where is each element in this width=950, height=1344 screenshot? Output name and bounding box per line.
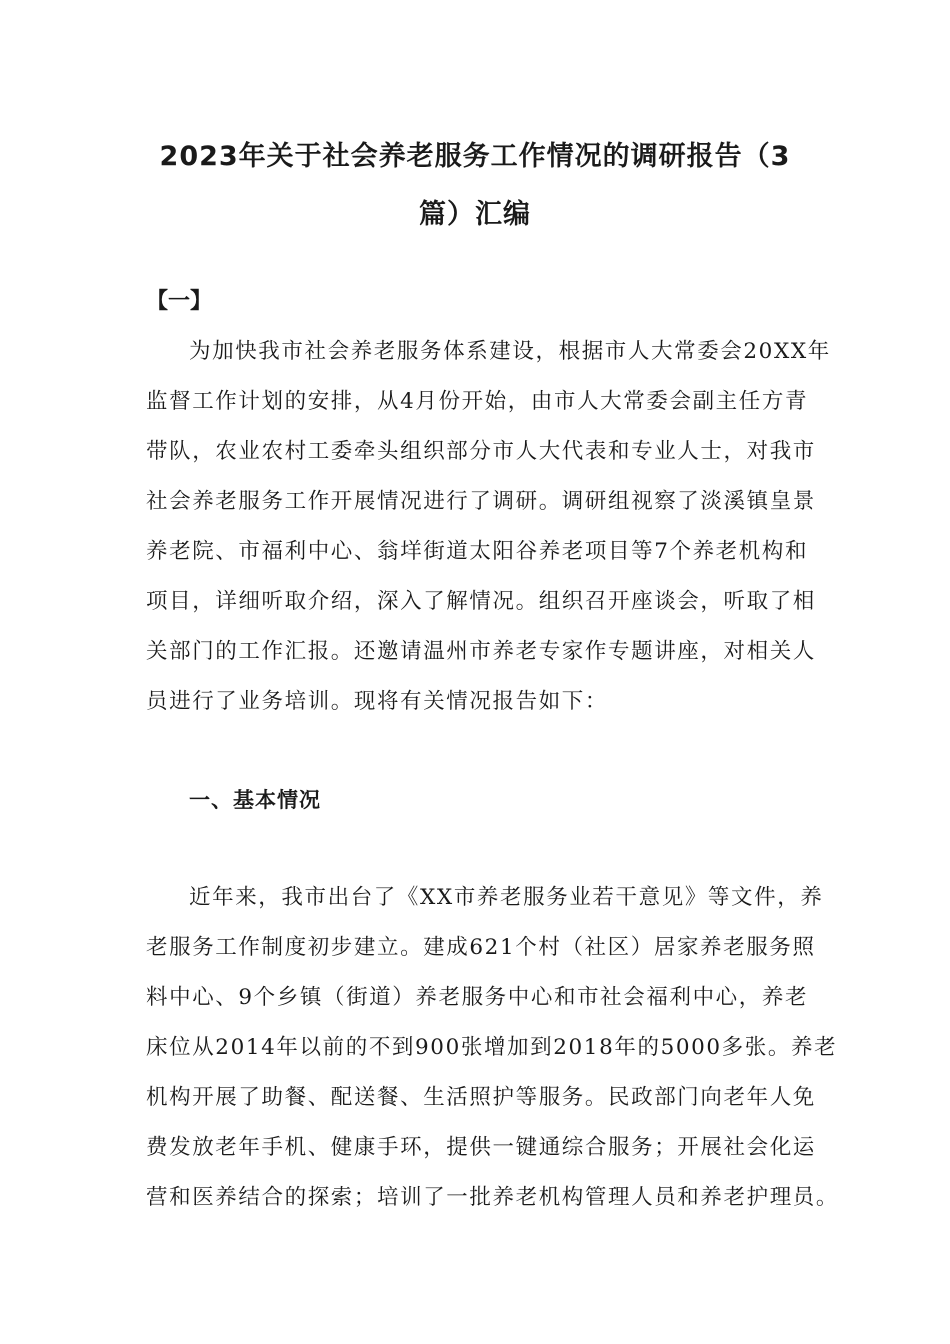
paragraph-line: 料中心、9个乡镇（街道）养老服务中心和市社会福利中心，养老 [146,985,809,1010]
paragraph-line: 项目，详细听取介绍，深入了解情况。组织召开座谈会，听取了相 [146,589,816,614]
paragraph-line: 老服务工作制度初步建立。建成621个村（社区）居家养老服务照 [146,935,816,960]
paragraph-line: 为加快我市社会养老服务体系建设，根据市人大常委会20XX年 [189,339,831,364]
title-line: 2023年关于社会养老服务工作情况的调研报告（3 [159,141,791,172]
paragraph-line: 带队，农业农村工委牵头组织部分市人大代表和专业人士，对我市 [146,439,816,464]
paragraph-line: 养老院、市福利中心、翁垟街道太阳谷养老项目等7个养老机构和 [146,539,809,564]
title-line: 篇）汇编 [419,199,531,230]
section-mark: 【一】 [146,289,213,314]
paragraph-line: 床位从2014年以前的不到900张增加到2018年的5000多张。养老 [146,1035,838,1060]
paragraph-line: 机构开展了助餐、配送餐、生活照护等服务。民政部门向老年人免 [146,1085,816,1110]
paragraph-line: 员进行了业务培训。现将有关情况报告如下： [146,689,609,714]
paragraph-line: 近年来，我市出台了《XX市养老服务业若干意见》等文件，养 [189,885,824,910]
paragraph-line: 营和医养结合的探索；培训了一批养老机构管理人员和养老护理员。 [146,1185,840,1210]
paragraph-line: 监督工作计划的安排，从4月份开始，由市人大常委会副主任方青 [146,389,809,414]
paragraph-line: 关部门的工作汇报。还邀请温州市养老专家作专题讲座，对相关人 [146,639,816,664]
paragraph-line: 费发放老年手机、健康手环，提供一键通综合服务；开展社会化运 [146,1135,816,1160]
paragraph-line: 社会养老服务工作开展情况进行了调研。调研组视察了淡溪镇皇景 [146,489,816,514]
document-title [140,128,810,244]
basic-situation-paragraph [146,873,840,1223]
section-heading: 一、基本情况 [189,788,321,812]
intro-paragraph [146,327,831,727]
